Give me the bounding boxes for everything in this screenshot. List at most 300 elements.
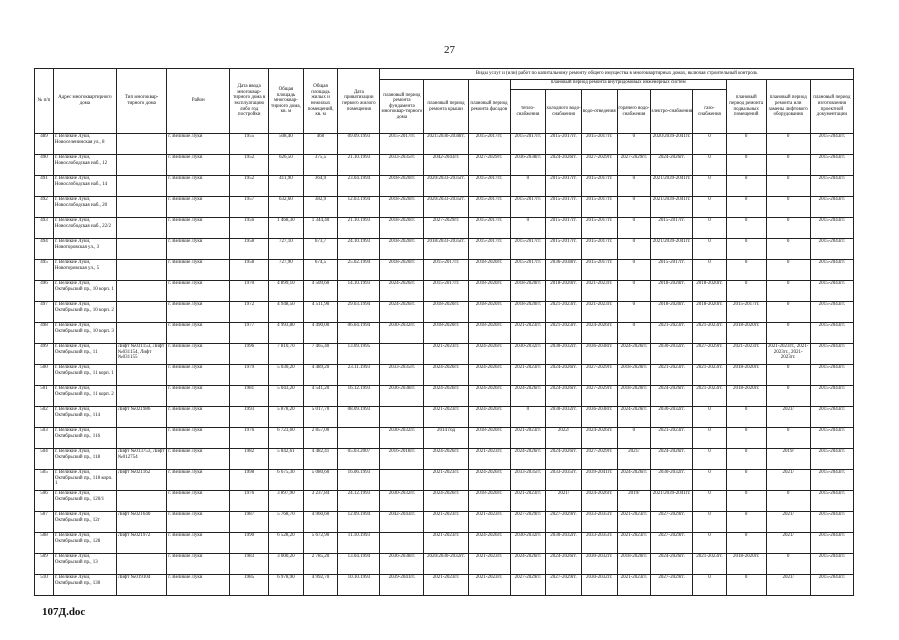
table-cell: 0	[693, 533, 727, 554]
table-cell: 2021-2023гг.	[468, 449, 510, 470]
table-cell: 21.10.1993	[338, 218, 380, 239]
table-cell: 0	[766, 491, 810, 512]
table-cell: 2015-2017гг.	[726, 302, 766, 323]
table-cell: 2015-2043гг.	[810, 554, 853, 575]
table-cell: 0	[617, 302, 651, 323]
table-cell: 2021-2023гг.	[468, 554, 510, 575]
table-cell: 2020/2039-2041гг.	[651, 134, 693, 155]
table-cell: 2021/	[546, 491, 582, 512]
table-cell: 2015-2043гг.	[810, 134, 853, 155]
table-cell: 2015-2017гг.	[510, 239, 546, 260]
col-header: плановый период ремонта фасадов	[468, 80, 510, 134]
table-cell: 2021/	[766, 407, 810, 428]
table-cell: 2030-2032гг.	[546, 344, 582, 365]
table-cell: 0	[510, 218, 546, 239]
table-cell: 2021/2039-2041гг.	[651, 491, 693, 512]
table-cell: 4 899,10	[269, 281, 304, 302]
table-cell: 0	[617, 239, 651, 260]
table-cell: 2024-2026гг.	[468, 533, 510, 554]
table-cell: 0	[726, 155, 766, 176]
table-cell: 2024-2026гг.	[651, 386, 693, 407]
table-cell: 382,9	[303, 197, 338, 218]
table-cell: 2027-2029гг.	[424, 218, 468, 239]
table-cell: 2018-2020гг.	[546, 281, 582, 302]
table-cell: 2015-2017гг.	[510, 197, 546, 218]
table-cell	[116, 386, 166, 407]
table-cell: 2018-2020гг.	[617, 365, 651, 386]
table-cell: 2018-2020гг.	[726, 365, 766, 386]
col-header: газо-снабжения	[698, 105, 721, 117]
table-cell: 0	[726, 428, 766, 449]
table-cell: 2024-2026гг.	[617, 470, 651, 491]
table-cell: 4 960,60	[303, 512, 338, 533]
table-cell: 2021-2023гг.	[424, 533, 468, 554]
table-cell: 0	[510, 176, 546, 197]
table-cell: 0	[617, 197, 651, 218]
address-cell: г. Великие Луки, Октябрьский пр., 120/1	[53, 491, 116, 512]
row-number-cell: 493	[35, 218, 54, 239]
table-cell: 2015-2017гг.	[581, 260, 617, 281]
table-cell: 2021/	[766, 575, 810, 596]
table-cell: 0	[726, 176, 766, 197]
table-cell: Лифт №031153, Лифт №031154, Лифт №031155	[116, 344, 166, 365]
address-cell: г. Великие Луки, Октябрьский пр., 13	[53, 554, 116, 575]
table-cell: 2021-2023гг., 2021-2023гг., 2021-2023гг.	[766, 344, 810, 365]
table-cell: 2018-2020гг.	[617, 386, 651, 407]
table-cell: г. Великие Луки	[167, 512, 230, 533]
table-cell: 2021-2023гг.	[581, 281, 617, 302]
table-cell: 2030-2032гг.	[581, 575, 617, 596]
table-cell: 4 511,90	[303, 302, 338, 323]
table-cell: 1993	[230, 407, 269, 428]
table-cell: 2015-2017гг.	[546, 218, 582, 239]
table-cell: 7 810,70	[269, 344, 304, 365]
table-cell: 5 043,20	[269, 386, 304, 407]
table-cell: 2027-2029гг.	[510, 512, 546, 533]
table-cell: 2042-2043гг.	[380, 512, 424, 533]
table-row	[35, 533, 854, 554]
table-cell: 2027-2029гг.	[468, 155, 510, 176]
table-cell: 2024-2026гг.	[546, 449, 582, 470]
table-cell	[116, 323, 166, 344]
table-cell: 2015-2017гг.	[546, 239, 582, 260]
table-cell: 674,5	[303, 260, 338, 281]
table-cell: 2027-2029гг.	[617, 155, 651, 176]
table-cell: 1952	[230, 176, 269, 197]
table-cell: 2024-2026гг.	[651, 449, 693, 470]
table-cell: 1985	[230, 575, 269, 596]
table-cell: 2027-2029гг.	[581, 386, 617, 407]
table-cell: 2030-2032гг.	[380, 323, 424, 344]
table-cell: 1952	[230, 155, 269, 176]
table-cell: 0	[726, 281, 766, 302]
table-cell: 2015-2043гг.	[810, 281, 853, 302]
table-cell: 2015-2043гг.	[810, 176, 853, 197]
row-number-cell: 500	[35, 365, 54, 386]
table-cell: 411,90	[269, 176, 304, 197]
table-cell: 460	[303, 134, 338, 155]
table-cell: 2024-2026гг.	[380, 302, 424, 323]
col-header: плановый период ремонта фундамента многоквар-тирного дома	[380, 80, 424, 134]
table-cell: 5 030,20	[269, 365, 304, 386]
table-cell: 2021-2023гг.	[468, 512, 510, 533]
table-row	[35, 407, 854, 428]
table-cell: 2014 год	[424, 428, 468, 449]
table-cell: 2027-2029гг.	[581, 155, 617, 176]
table-cell: 2021-2023гг.	[424, 575, 468, 596]
table-cell: 2021/2036-2038гг.	[424, 134, 468, 155]
col-header: холодного водо-снабжения	[546, 90, 582, 133]
table-cell: 2021-2023гг.	[424, 344, 468, 365]
table-cell: 2033-2035гг.	[380, 155, 424, 176]
table-cell: 0	[766, 365, 810, 386]
table-cell: 2015-2043гг.	[810, 386, 853, 407]
table-row	[35, 155, 854, 176]
table-cell: 0	[693, 260, 727, 281]
table-cell: 2018-2020гг.	[468, 302, 510, 323]
table-cell	[116, 428, 166, 449]
row-number-cell: 491	[35, 176, 54, 197]
table-cell: 2016-2018гг.	[380, 449, 424, 470]
table-cell: 2018-2020гг.	[726, 554, 766, 575]
table-cell: 2021/	[617, 449, 651, 470]
table-cell: 0	[693, 428, 727, 449]
table-cell: 2030-2032гг.	[651, 470, 693, 491]
table-cell: 2015-2043гг.	[810, 470, 853, 491]
table-cell: 2015-2043гг.	[810, 407, 853, 428]
table-cell: 2020/2033-2035гг.	[424, 176, 468, 197]
table-cell: 0	[510, 407, 546, 428]
systems-subheaders	[511, 90, 726, 133]
table-body	[35, 134, 854, 596]
table-cell: 0	[766, 176, 810, 197]
table-cell: 0	[617, 428, 651, 449]
table-cell: 2020/2030-2032гг.	[424, 554, 468, 575]
table-cell: г. Великие Луки	[167, 407, 230, 428]
table-cell: 0	[766, 428, 810, 449]
table-cell: 2018-2020гг.	[468, 281, 510, 302]
table-cell: 0	[726, 197, 766, 218]
row-number-cell: 509	[35, 554, 54, 575]
table-cell: г. Великие Луки	[167, 554, 230, 575]
row-number-cell: 507	[35, 512, 54, 533]
address-cell: г. Великие Луки, Новоторовская ул., 5	[53, 260, 116, 281]
table-row	[35, 470, 854, 491]
row-number-cell: 497	[35, 302, 54, 323]
table-cell: 0	[693, 239, 727, 260]
table-cell	[380, 344, 424, 365]
footer-filename: 107Д.doc	[42, 606, 86, 618]
table-cell: 0	[693, 155, 727, 176]
table-cell: 2024-2026гг.	[380, 281, 424, 302]
table-cell: 2021/2039-2041гг.	[651, 176, 693, 197]
table-cell: 2024-2026гг.	[617, 407, 651, 428]
table-cell: 2030-2032гг.	[546, 533, 582, 554]
table-cell: 2015-2017гг.	[468, 239, 510, 260]
table-cell: г. Великие Луки	[167, 491, 230, 512]
table-cell: 6 528,20	[269, 533, 304, 554]
table-cell: 29.03.1994	[338, 302, 380, 323]
table-cell: 2024-2026гг.	[468, 344, 510, 365]
table-cell: 2015-2017гг.	[546, 197, 582, 218]
table-cell: 0	[766, 281, 810, 302]
table-cell: 2036-2038гг.	[546, 260, 582, 281]
col-header: горячего водо-снабжения	[618, 90, 652, 133]
table-cell: 0	[766, 134, 810, 155]
systems-group-header	[510, 80, 726, 134]
table-cell: 0	[617, 218, 651, 239]
table-cell: 2018-2020гг.	[617, 554, 651, 575]
table-cell: 2018-2020гг.	[380, 218, 424, 239]
col-header: Общая площадь жилых и нежилых помещений, кв. м	[303, 69, 338, 134]
table-cell: 0	[726, 575, 766, 596]
table-cell: 0	[766, 239, 810, 260]
address-cell: г. Великие Луки, Новоторовская ул., 3	[53, 239, 116, 260]
table-cell: 2018-2020гг.	[726, 323, 766, 344]
table-cell: 0	[693, 218, 727, 239]
address-cell: г. Великие Луки, Октябрьский пр., 11	[53, 344, 116, 365]
row-number-cell: 503	[35, 428, 54, 449]
table-cell: 5 768,70	[269, 512, 304, 533]
table-cell: 2030-2032гг.	[546, 407, 582, 428]
table-cell: 2027-2029гг.	[546, 512, 582, 533]
table-cell: 1983	[230, 554, 269, 575]
table-cell: 2030-2032гг.	[510, 533, 546, 554]
address-cell: г. Великие Луки, Октябрьский пр., 118 корп. 1	[53, 470, 116, 491]
table-cell: 2024-2026гг.	[546, 386, 582, 407]
table-cell: 12.03.1994	[338, 197, 380, 218]
table-cell: 2021/	[766, 533, 810, 554]
table-cell: 25.02.1994	[338, 260, 380, 281]
table-cell: 2015-2017гг.	[468, 176, 510, 197]
table-cell: 0	[766, 302, 810, 323]
table-cell	[116, 365, 166, 386]
row-number-cell: 494	[35, 239, 54, 260]
table-row	[35, 302, 854, 323]
table-cell: 14.10.1993	[338, 281, 380, 302]
table-cell: 2024-2026гг.	[617, 344, 651, 365]
table-cell: 2024-2026гг.	[424, 386, 468, 407]
table-cell: 2015-2017гг.	[581, 197, 617, 218]
table-cell: 0	[766, 323, 810, 344]
address-cell: г. Великие Луки, Октябрьский пр., 11 корп. 1	[53, 365, 116, 386]
table-cell: 2036-2038гг.	[380, 386, 424, 407]
table-cell: 0	[693, 449, 727, 470]
table-cell	[116, 281, 166, 302]
table-cell: 12.09.1994	[338, 512, 380, 533]
address-cell: г. Великие Луки, Новослободская наб., 14	[53, 176, 116, 197]
row-number-cell: 490	[35, 155, 54, 176]
table-cell: г. Великие Луки	[167, 449, 230, 470]
table-cell: 2018-2020гг.	[380, 197, 424, 218]
table-cell: 2024-2026гг.	[581, 491, 617, 512]
table-cell: 6 723,60	[269, 428, 304, 449]
table-cell: 16.06.1993	[338, 470, 380, 491]
table-cell: 2021-2023гг.	[693, 323, 727, 344]
table-cell: 2015-2017гг.	[581, 134, 617, 155]
table-row	[35, 323, 854, 344]
table-cell: 0	[693, 512, 727, 533]
table-cell: 2027-2029гг.	[546, 575, 582, 596]
table-cell: 2015-2017гг.	[468, 218, 510, 239]
table-cell: 1976	[230, 491, 269, 512]
table-cell: 2015-2017гг.	[510, 134, 546, 155]
table-row	[35, 197, 854, 218]
table-cell: 2030-2032гг.	[581, 554, 617, 575]
table-cell: 1958	[230, 239, 269, 260]
table-cell: 2018-2020гг.	[380, 176, 424, 197]
table-cell: 2033-2035гг.	[581, 512, 617, 533]
table-cell: 673,7	[303, 239, 338, 260]
table-cell: Лифт №021972	[116, 533, 166, 554]
table-cell: 2019/	[766, 449, 810, 470]
table-cell: 2033-2035гг.	[581, 533, 617, 554]
row-number-cell: 492	[35, 197, 54, 218]
table-cell: 2021-2023гг.	[510, 428, 546, 449]
table-cell: 2018-2020гг.	[693, 281, 727, 302]
table-cell: 2015-2043гг.	[810, 302, 853, 323]
table-cell: 2015-2017гг.	[468, 197, 510, 218]
table-cell: 2015-2043гг.	[810, 533, 853, 554]
table-cell: 4 490,00	[303, 323, 338, 344]
table-cell: 2 785,20	[303, 554, 338, 575]
table-cell: 1977	[230, 323, 269, 344]
table-cell: 2021/2039-2041гг.	[651, 197, 693, 218]
table-cell: 1990	[230, 533, 269, 554]
address-cell: г. Великие Луки, Октябрьский пр., 10 корп. 2	[53, 302, 116, 323]
table-row	[35, 281, 854, 302]
table-cell: 2027-2029гг.	[651, 512, 693, 533]
header-row-1	[35, 69, 854, 80]
table-cell: 632,60	[269, 197, 304, 218]
table-cell: 2024-2026гг.	[510, 386, 546, 407]
col-header: № п/п	[35, 69, 54, 134]
table-cell: 0	[766, 260, 810, 281]
address-cell: г. Великие Луки, Октябрьский пр., 114	[53, 407, 116, 428]
table-row	[35, 449, 854, 470]
table-cell: 16.12.1993	[338, 386, 380, 407]
table-cell: 2021-2023гг.	[468, 575, 510, 596]
table-cell	[116, 155, 166, 176]
table-cell: 2024-2026гг.	[651, 155, 693, 176]
table-cell: 2015-2043гг.	[810, 449, 853, 470]
table-cell: 6 978,90	[269, 575, 304, 596]
table-cell: 4 489,20	[303, 365, 338, 386]
table-cell: 0	[726, 260, 766, 281]
row-number-cell: 506	[35, 491, 54, 512]
table-cell: 2021-2023гг.	[424, 512, 468, 533]
table-cell: 1 344,40	[303, 218, 338, 239]
table-cell: 1996	[230, 344, 269, 365]
table-cell: 2015-2043гг.	[810, 365, 853, 386]
col-header: плановый период ремонта подвальных помещений	[726, 80, 766, 134]
table-cell: 2015-2017гг.	[510, 260, 546, 281]
table-cell: 0	[617, 323, 651, 344]
table-cell: 2021-2023гг.	[510, 365, 546, 386]
table-cell: г. Великие Луки	[167, 134, 230, 155]
table-cell: 2015-2017гг.	[651, 218, 693, 239]
table-cell: 0	[726, 470, 766, 491]
table-cell: 1981	[230, 386, 269, 407]
table-cell: 727,10	[269, 239, 304, 260]
table-cell: 2015-2017гг.	[581, 218, 617, 239]
table-cell: 2021-2023гг.	[424, 407, 468, 428]
table-cell: 5 017,70	[303, 407, 338, 428]
row-number-cell: 504	[35, 449, 54, 470]
table-cell: Лифт №021162	[116, 470, 166, 491]
table-cell: 2021-2023гг.	[617, 533, 651, 554]
row-number-cell: 510	[35, 575, 54, 596]
table-cell: 10.10.1993	[338, 575, 380, 596]
table-cell: 1976	[230, 428, 269, 449]
table-cell: 1972	[230, 302, 269, 323]
table-cell: 5 672,90	[303, 533, 338, 554]
table-cell: Лифт №013753, Лифт №012754	[116, 449, 166, 470]
table-row	[35, 365, 854, 386]
table-cell: 2030-2032гг.	[651, 407, 693, 428]
table-cell: 2027-2029гг.	[581, 365, 617, 386]
table-cell: 1955	[230, 134, 269, 155]
table-cell: 2036-2038гг.	[380, 554, 424, 575]
table-cell: 2021-2023гг.	[546, 302, 582, 323]
table-cell: 2033-2035гг.	[510, 470, 546, 491]
address-cell: г. Великие Луки, Октябрьский пр., 11 корп. 2	[53, 386, 116, 407]
table-cell: г. Великие Луки	[167, 260, 230, 281]
table-row	[35, 239, 854, 260]
table-cell: 2021-2023гг.	[693, 554, 727, 575]
table-cell: 2015-2043гг.	[810, 344, 853, 365]
table-cell: 5 878,20	[269, 407, 304, 428]
table-cell: 0	[726, 218, 766, 239]
table-cell: 2018-2020гг.	[510, 302, 546, 323]
table-cell: 23.11.1993	[338, 365, 380, 386]
table-cell: 0	[766, 218, 810, 239]
table-cell: 1956	[230, 218, 269, 239]
table-cell: г. Великие Луки	[167, 344, 230, 365]
table-cell	[338, 428, 380, 449]
table-cell: 13.04.1994	[338, 554, 380, 575]
table-cell: 2018-2020гг.	[468, 428, 510, 449]
table-cell: 0	[693, 134, 727, 155]
table-cell: 11.10.1993	[338, 533, 380, 554]
table-cell: 2015-2017гг.	[424, 260, 468, 281]
col-header: Дата ввода многоквар-тирного дома в эксплуатацию либо год постройки	[230, 69, 269, 134]
table-cell: 2018-2020гг.	[510, 281, 546, 302]
row-number-cell: 508	[35, 533, 54, 554]
table-cell: 626,50	[269, 155, 304, 176]
table-cell: 2033-2035гг.	[546, 470, 582, 491]
table-cell	[116, 491, 166, 512]
table-cell: 2033-2035гг.	[380, 365, 424, 386]
table-cell	[380, 407, 424, 428]
table-cell: 09.09.1993	[338, 134, 380, 155]
table-cell: г. Великие Луки	[167, 218, 230, 239]
table-cell: 0	[617, 176, 651, 197]
table-cell: 0	[726, 491, 766, 512]
table-cell: г. Великие Луки	[167, 365, 230, 386]
table-cell: 2036-2038гг.	[581, 344, 617, 365]
col-header: водо-отведения	[582, 90, 618, 133]
address-cell: г. Великие Луки, Новослободская наб., 12	[53, 155, 116, 176]
table-cell: г. Великие Луки	[167, 323, 230, 344]
table-cell: 6 675,30	[269, 470, 304, 491]
table-cell: 0	[617, 281, 651, 302]
table-cell: 2027-2029гг.	[581, 449, 617, 470]
table-cell: 1958	[230, 260, 269, 281]
table-cell: 24.10.1993	[338, 239, 380, 260]
table-cell: 0	[726, 134, 766, 155]
table-cell: 1957	[230, 197, 269, 218]
